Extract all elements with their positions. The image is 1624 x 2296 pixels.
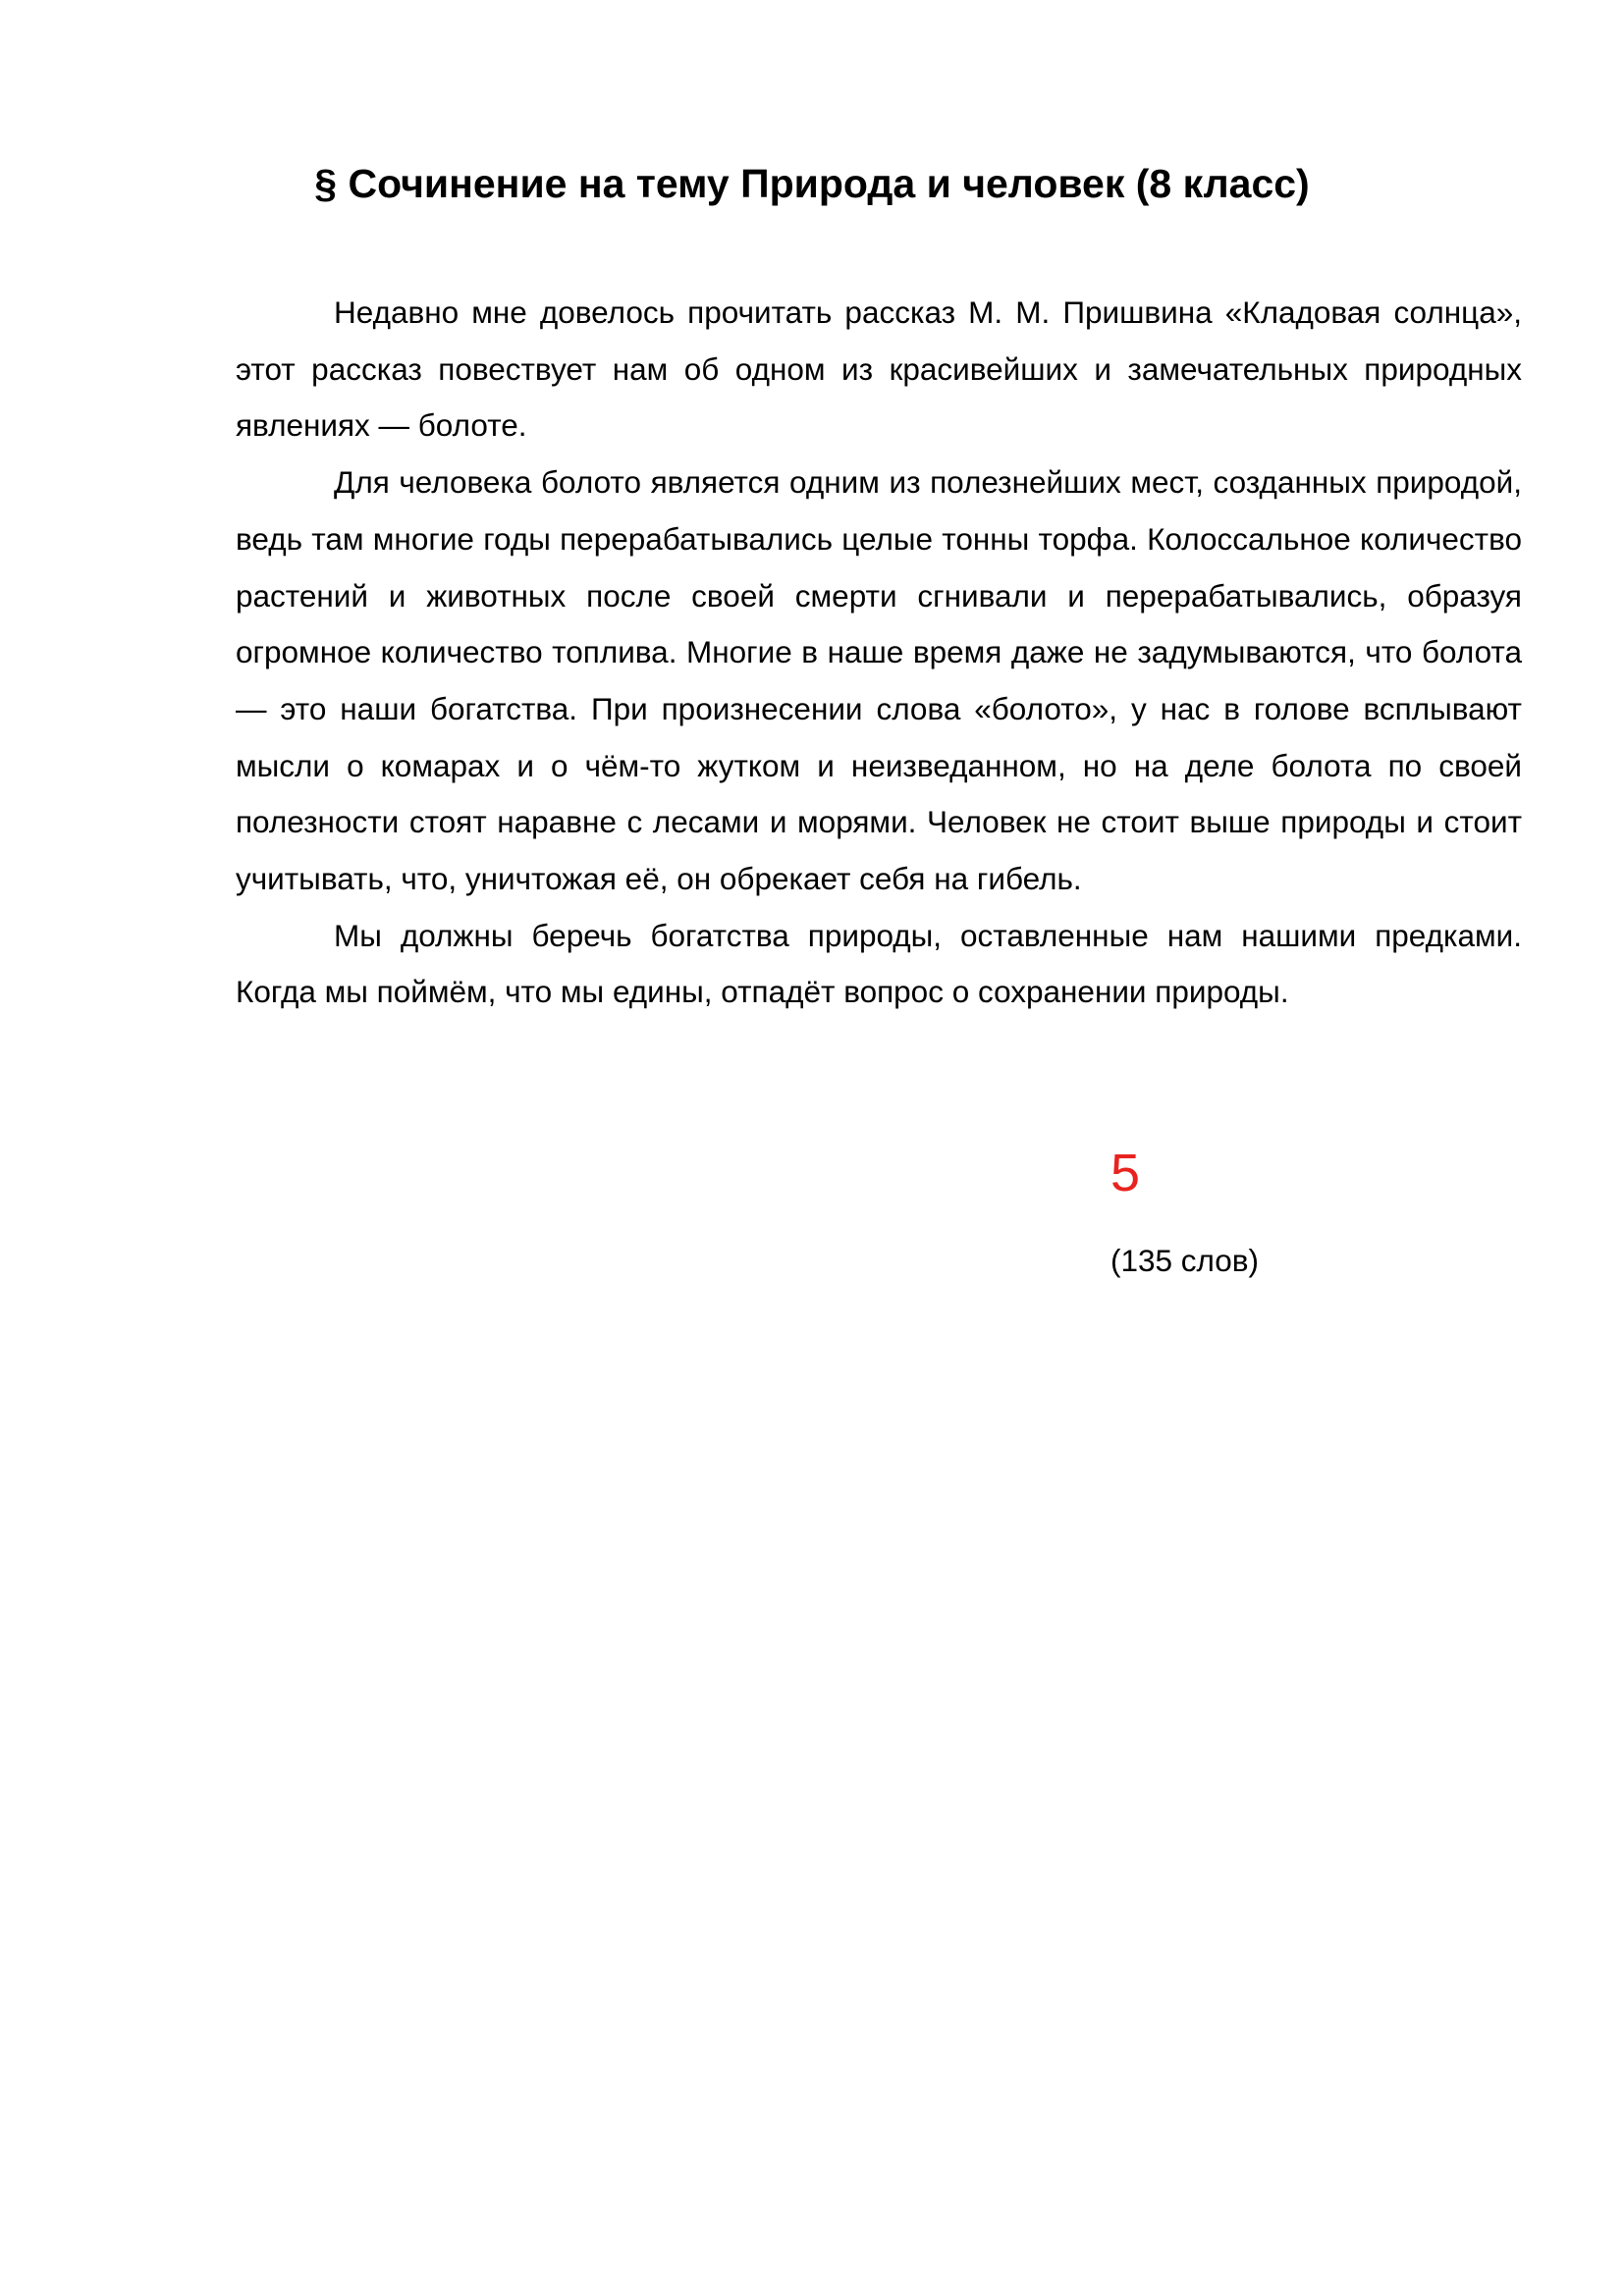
paragraph-3: Мы должны беречь богатства природы, оставленные нам нашими предками. Когда мы поймём, что мы едины, отпадёт вопрос о сохранении природы. [236, 917, 1522, 1010]
essay-body [236, 285, 1522, 1021]
word-count: (135 слов) [1110, 1243, 1260, 1278]
paragraph-1: Недавно мне довелось прочитать рассказ М. М. Пришвина «Кладовая солнца», этот рассказ повествует нам об одном из красивейших и замечательных природных явлениях — болоте. [236, 294, 1522, 444]
grade-mark: 5 [1110, 1144, 1141, 1202]
paragraph-2: Для человека болото является одним из полезнейших мест, созданных природой, ведь там многие годы перерабатывались целые тонны торфа. Колоссальное количество растений и животных после своей смерти сгнивали и перерабатывались, образуя огромное количество топлива. Многие в наше время даже не задумываются, что болота — это наши богатства. При произнесении слова «болото», у нас в голове всплывают мысли о комарах и о чём-то жутком и неизведанном, но на деле болота по своей полезности стоят наравне с лесами и морями. Человек не стоит выше природы и стоит учитывать, что, уничтожая её, он обрекает себя на гибель. [236, 464, 1522, 897]
page-title: § Сочинение на тему Природа и человек (8 класс) [314, 161, 1310, 206]
